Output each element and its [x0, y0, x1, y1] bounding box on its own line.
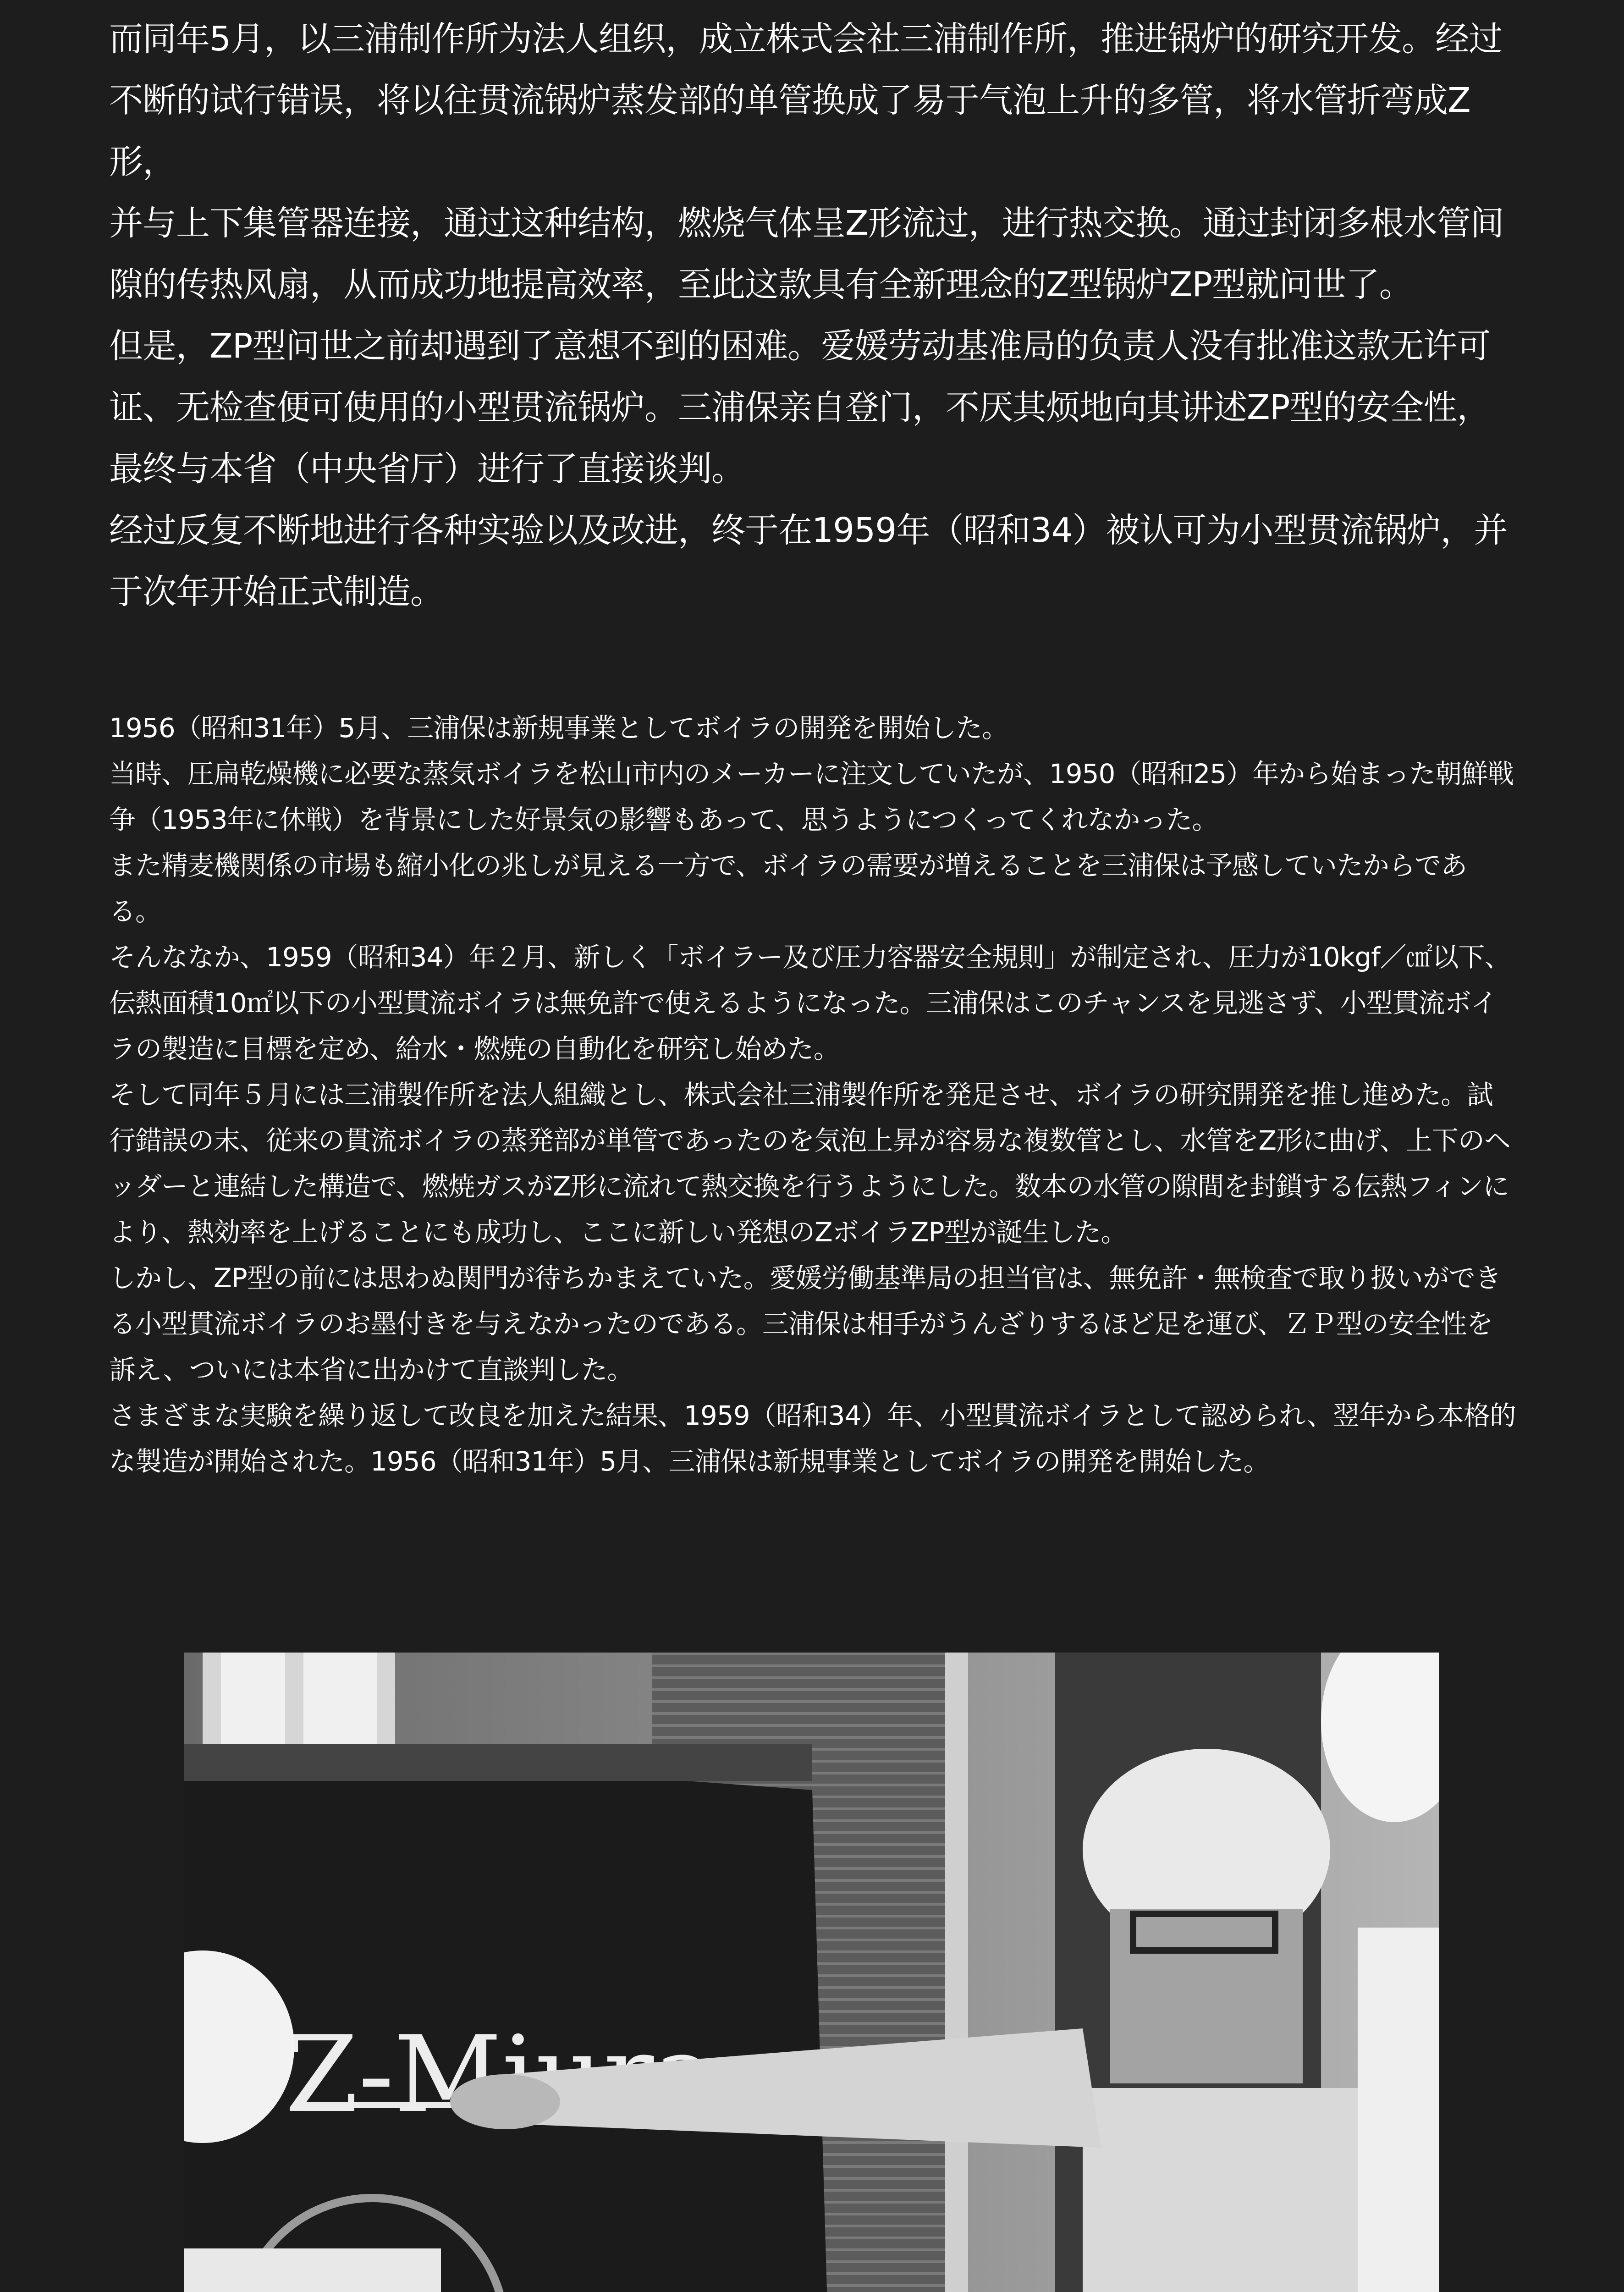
- ja-paragraph-1: 1956（昭和31年）5月、三浦保は新規事業としてボイラの開発を開始した。: [109, 712, 1008, 744]
- zh-paragraph-1: 而同年5月，以三浦制作所为法人组织，成立株式会社三浦制作所，推进锅炉的研究开发。经过不断的试行错误，将以往贯流锅炉蒸发部的单管换成了易于气泡上升的多管，将水管折弯成Z形，: [109, 19, 1503, 182]
- miura-onsite-photo: [184, 1653, 1439, 2292]
- zh-paragraph-2: 并与上下集管器连接，通过这种结构，燃烧气体呈Z形流过，进行热交换。通过封闭多根水管间隙的传热风扇，从而成功地提高效率，至此这款具有全新理念的Z型锅炉ZP型就问世了。: [109, 204, 1504, 304]
- ja-paragraph-3: また精麦機関係の市場も縮小化の兆しが見える一方で、ボイラの需要が増えることを三浦保は予感していたからである。: [109, 850, 1467, 927]
- japanese-text-section: [109, 705, 1516, 1484]
- ja-paragraph-4: そんななか、1959（昭和34）年２月、新しく「ボイラー及び圧力容器安全規則」が制定され、圧力が10kgf／㎠以下、伝熱面積10㎡以下の小型貫流ボイラは無免許で使えるようになった。三浦保はこのチャンスを見逃さず、小型貫流ボイラの製造に目標を定め、給水・燃焼の自動化を研究し始めた。: [109, 942, 1511, 1064]
- zh-paragraph-3: 但是，ZP型问世之前却遇到了意想不到的困难。爱媛劳动基准局的负责人没有批准这款无许可证、无检查便可使用的小型贯流锅炉。三浦保亲自登门，不厌其烦地向其讲述ZP型的安全性，最终与本省（中央省厅）进行了直接谈判。: [109, 326, 1491, 489]
- ja-paragraph-5: そして同年５月には三浦製作所を法人組織とし、株式会社三浦製作所を発足させ、ボイラの研究開発を推し進めた。試行錯誤の末、従来の貫流ボイラの蒸発部が単管であったのを気泡上昇が容易な複数管とし、水管をZ形に曲げ、上下のヘッダーと連結した構造で、燃焼ガスがZ形に流れて熱交換を行うようにした。数本の水管の隙間を封鎖する伝熱フィンにより、熱効率を上げることにも成功し、ここに新しい発想のZボイラZP型が誕生した。: [109, 1079, 1510, 1248]
- ja-paragraph-7: さまざまな実験を繰り返して改良を加えた結果、1959（昭和34）年、小型貫流ボイラとして認められ、翌年から本格的な製造が開始された。1956（昭和31年）5月、三浦保は新規事業としてボイラの開発を開始した。: [109, 1400, 1516, 1477]
- ja-paragraph-2: 当時、圧扁乾燥機に必要な蒸気ボイラを松山市内のメーカーに注文していたが、1950（昭和25）年から始まった朝鮮戦争（1953年に休戦）を背景にした好景気の影響もあって、思うようにつくってくれなかった。: [109, 758, 1514, 835]
- chinese-text-section: [109, 8, 1516, 623]
- photo-illustration: [184, 1653, 1439, 2292]
- zh-paragraph-4: 经过反复不断地进行各种实验以及改进，终于在1959年（昭和34）被认可为小型贯流锅炉，并于次年开始正式制造。: [109, 511, 1508, 612]
- ja-paragraph-6: しかし、ZP型の前には思わぬ関門が待ちかまえていた。愛媛労働基準局の担当官は、無免許・無検査で取り扱いができる小型貫流ボイラのお墨付きを与えなかったのである。三浦保は相手がうんざりするほど足を運び、ＺＰ型の安全性を訴え、ついには本省に出かけて直談判した。: [109, 1262, 1501, 1385]
